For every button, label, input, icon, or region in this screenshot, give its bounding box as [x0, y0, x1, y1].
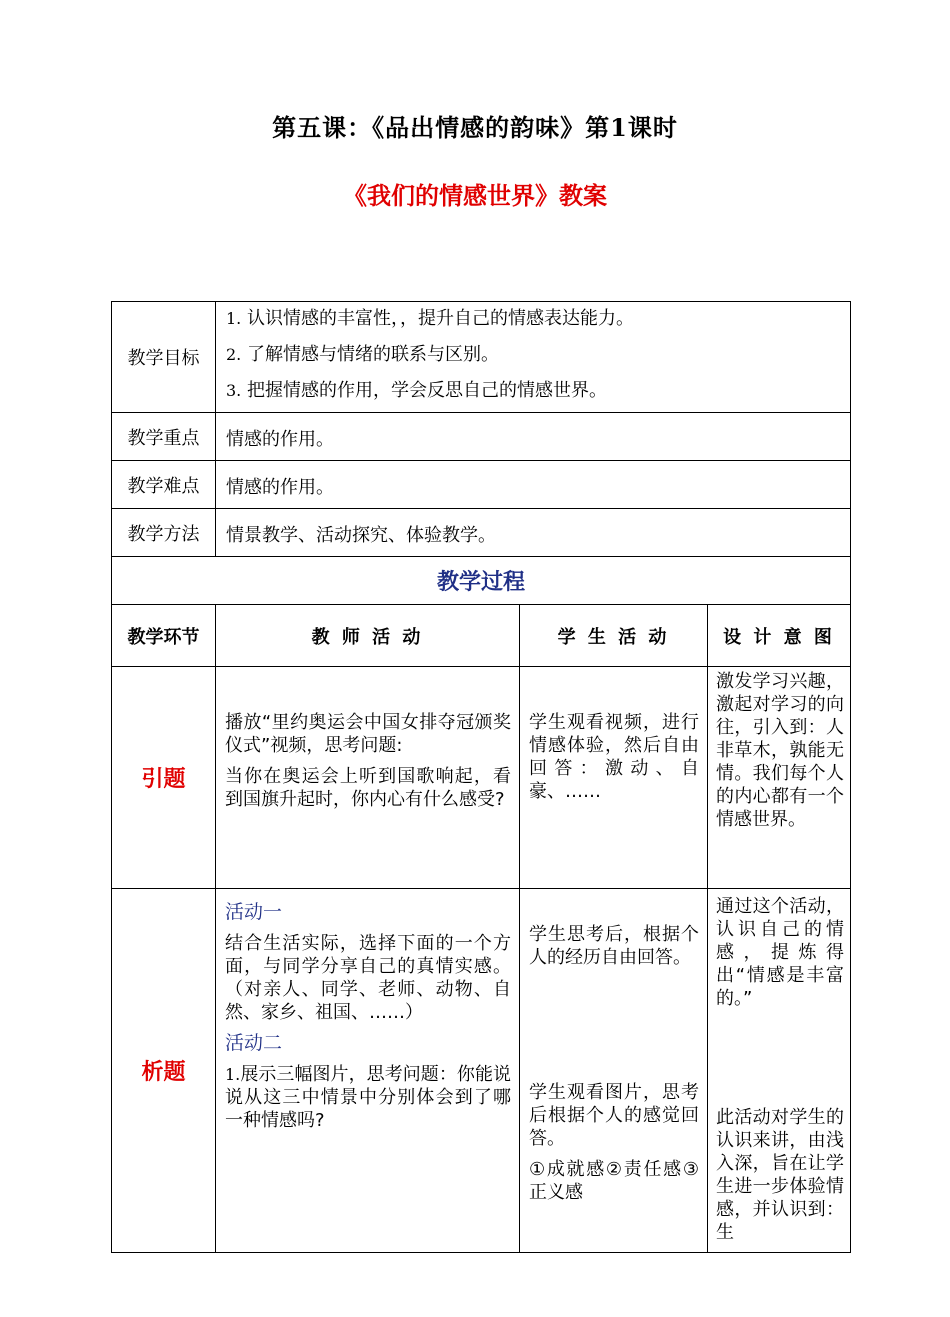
analysis-student-text-3: ①成就感②责任感③正义感 [529, 1159, 699, 1203]
analysis-row [112, 889, 851, 1253]
intro-teacher-text-1: 播放“里约奥运会中国女排夺冠颁奖仪式”视频，思考问题: [225, 712, 511, 756]
difficulty-label: 教学难点 [112, 461, 216, 509]
document-subtitle: 《我们的情感世界》教案 [343, 182, 607, 210]
column-header-stage: 教学环节 [112, 605, 216, 667]
intro-row [112, 667, 851, 889]
lesson-plan-table [111, 301, 851, 1253]
analysis-student-cell [520, 889, 708, 1253]
goal-number: 2. [226, 345, 242, 364]
intro-design-cell: 激发学习兴趣，激起对学习的向往，引入到：人非草木，孰能无情。我们每个人的内心都有一个情感世界。 [708, 667, 851, 889]
intro-teacher-text-2: 当你在奥运会上听到国歌响起，看到国旗升起时，你内心有什么感受? [225, 766, 511, 810]
activity-two-title: 活动二 [225, 1032, 283, 1054]
process-heading: 教学过程 [112, 557, 851, 605]
column-header-row [112, 605, 851, 667]
key-label: 教学重点 [112, 413, 216, 461]
difficulty-row [112, 461, 851, 509]
goal-text: 了解情感与情绪的联系与区别。 [247, 344, 499, 365]
activity-two-body: 展示三幅图片，思考问题：你能说说从这三中情景中分别体会到了哪一种情感吗? [225, 1064, 511, 1131]
goals-row [112, 302, 851, 413]
goals-content [216, 302, 851, 413]
key-row [112, 413, 851, 461]
intro-stage-label: 引题 [112, 667, 216, 889]
intro-teacher-cell [216, 667, 520, 889]
process-heading-row [112, 557, 851, 605]
column-header-design: 设 计 意 图 [708, 605, 851, 667]
intro-student-cell: 学生观看视频，进行情感体验，然后自由回答：激动、自豪、…… [520, 667, 708, 889]
goal-number: 3. [226, 381, 242, 400]
activity-one-text: 结合生活实际，选择下面的一个方面，与同学分享自己的真情实感。（对亲人、同学、老师、动物、自然、家乡、祖国、……） [225, 933, 511, 1023]
activity-one-title: 活动一 [225, 901, 283, 923]
column-header-student: 学 生 活 动 [520, 605, 708, 667]
key-content: 情感的作用。 [216, 413, 851, 461]
goals-label-text: 教学目标 [127, 348, 200, 369]
analysis-teacher-cell [216, 889, 520, 1253]
activity-two-number: 1. [225, 1065, 241, 1084]
document-title: 第五课：《品出情感的韵味》第1课时 [272, 113, 678, 142]
analysis-design-cell [708, 889, 851, 1253]
analysis-design-text-1: 通过这个活动，认识自己的情感，提炼得出“情感是丰富的。” [716, 896, 845, 1009]
goal-number: 1. [226, 309, 242, 328]
goal-text: 认识情感的丰富性，，提升自己的情感表达能力。 [247, 308, 634, 329]
method-row [112, 509, 851, 557]
method-content: 情景教学、活动探究、体验教学。 [216, 509, 851, 557]
goal-item [226, 308, 842, 330]
method-label: 教学方法 [112, 509, 216, 557]
analysis-design-text-2: 此活动对学生的认识来讲，由浅入深，旨在让学生进一步体验情感，并认识到：生 [716, 1107, 845, 1243]
goals-label [112, 302, 216, 413]
analysis-student-text-2: 学生观看图片，思考后根据个人的感觉回答。 [529, 1082, 699, 1149]
difficulty-content: 情感的作用。 [216, 461, 851, 509]
analysis-student-text-1: 学生思考后，根据个人的经历自由回答。 [529, 924, 699, 968]
goal-item [226, 380, 842, 402]
goal-item [226, 344, 842, 366]
goal-text: 把握情感的作用，学会反思自己的情感世界。 [247, 380, 607, 401]
activity-two-text [225, 1063, 511, 1132]
column-header-teacher: 教 师 活 动 [216, 605, 520, 667]
analysis-stage-label: 析题 [112, 889, 216, 1253]
